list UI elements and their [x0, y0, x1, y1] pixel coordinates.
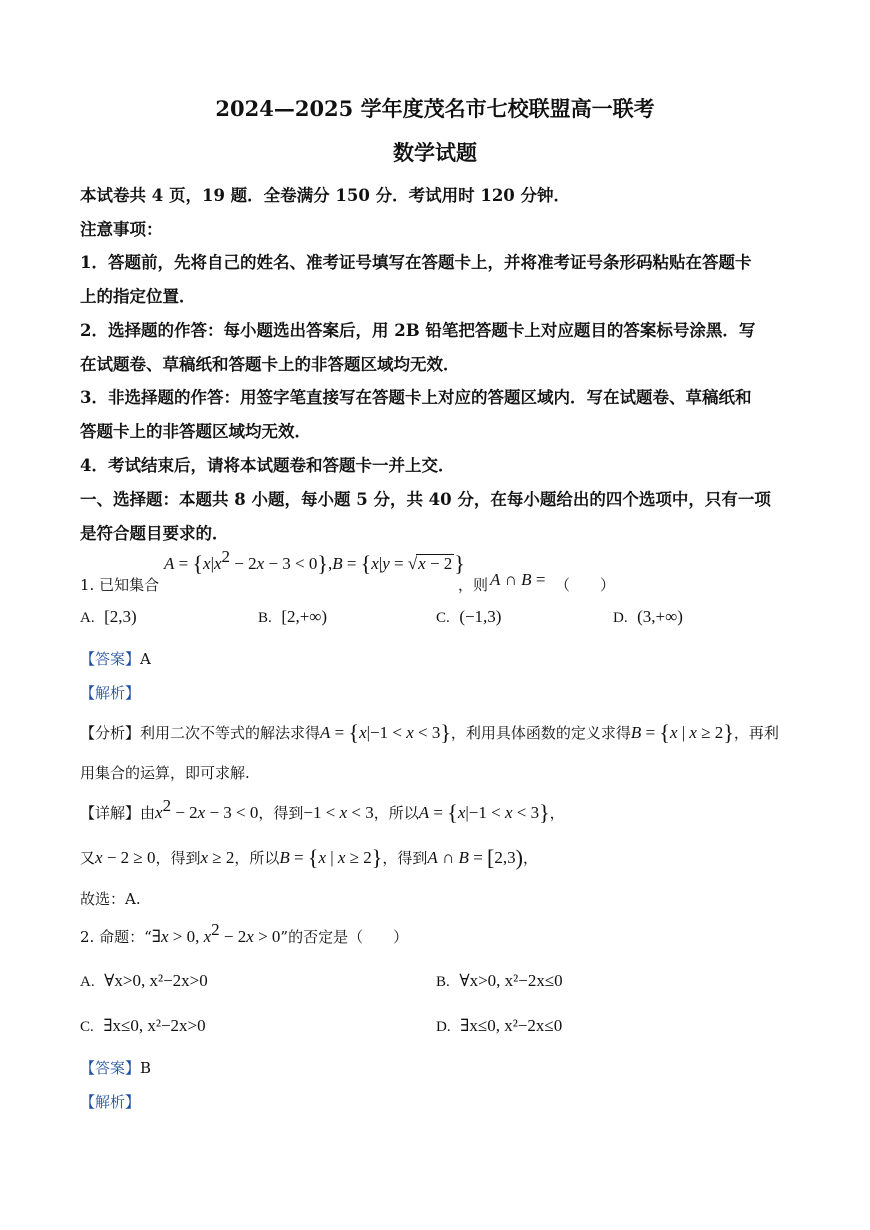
q2-option-a: A. ∀x>0, x²−2x>0 — [80, 971, 208, 990]
exam-subtitle: 数学试题 — [393, 140, 477, 165]
notice-line: 2．选择题的作答：每小题选出答案后，用 2B 铅笔把答题卡上对应题目的答案标号涂黑．写 — [80, 321, 756, 340]
q1-option-a: A. [2,3) — [80, 607, 137, 626]
exam-title: 2024—2025 学年度茂名市七校联盟高一联考 — [215, 96, 655, 121]
q2-analysis-tag: 【解析】 — [80, 1093, 141, 1111]
q1-detail-line1: 【详解】由$x^2 - 2x - 3 < 0$，得到−1 < x < 3，所以A = {x|−1 < x < 3}， — [80, 796, 565, 825]
section-heading: 一、选择题：本题共 8 小题，每小题 5 分，共 40 分，在每小题给出的四个选项中，只有一项 — [80, 490, 771, 509]
notice-line: 在试题卷、草稿纸和答题卡上的非答题区域均无效． — [80, 355, 460, 374]
q2-option-d: D. ∃x≤0, x²−2x≤0 — [436, 1016, 563, 1035]
q2-option-c: C. ∃x≤0, x²−2x>0 — [80, 1016, 206, 1035]
q1-choice: 故选：A. — [80, 890, 141, 908]
q2-answer: 【答案】B — [80, 1059, 152, 1077]
q2-stem: 2. 命题：“∃x > 0, $x^2 - 2x > 0$”的否定是（ ） — [80, 920, 409, 946]
q1-sets-formula: $A = \{x|x^2 - 2x - 3 < 0\},B = \{x|y = √x - 2\}$ — [164, 547, 465, 576]
notice-line: 3．非选择题的作答：用签字笔直接写在答题卡上对应的答题区域内．写在试题卷、草稿纸和 — [80, 388, 752, 407]
q1-detail-line2: 又x − 2 ≥ 0，得到x ≥ 2，所以B = {x | x ≥ 2}，得到A ∩ B = [2,3)， — [80, 845, 538, 870]
q2-option-b: B. ∀x>0, x²−2x≤0 — [436, 971, 563, 990]
q1-answer: 【答案】A — [80, 650, 151, 668]
notice-line: 4．考试结束后，请将本试题卷和答题卡一并上交． — [80, 456, 455, 475]
q1-suffix: （ ） — [555, 576, 616, 594]
q1-option-d: D. (3,+∞) — [613, 607, 683, 626]
notice-line: 上的指定位置． — [80, 287, 196, 306]
section-heading: 是符合题目要求的． — [80, 524, 229, 543]
notice-line: 答题卡上的非答题区域均无效． — [80, 422, 311, 441]
q1-fenxi-line2: 用集合的运算，即可求解. — [80, 764, 250, 782]
notice-line: 1．答题前，先将自己的姓名、准考证号填写在答题卡上，并将准考证号条形码粘贴在答题卡 — [80, 253, 752, 272]
q1-fenxi: 【分析】利用二次不等式的解法求得A = {x|−1 < x < 3}，利用具体函数的定义求得B = {x | x ≥ 2}，再利 — [80, 720, 779, 745]
q1-mid: ，则 — [458, 576, 489, 594]
q1-intersection-formula: A ∩ B = — [490, 570, 546, 589]
answer-tag: 【答案】 — [80, 650, 141, 668]
q1-option-b: B. [2,+∞) — [258, 607, 328, 626]
q1-analysis-tag: 【解析】 — [80, 684, 141, 702]
answer-tag: 【答案】 — [80, 1059, 141, 1077]
notice-heading: 注意事项： — [80, 220, 163, 239]
exam-intro: 本试卷共 4 页，19 题．全卷满分 150 分．考试用时 120 分钟． — [80, 186, 571, 205]
q1-prefix: 1. 已知集合 — [80, 576, 160, 594]
q1-option-c: C. (−1,3) — [436, 607, 502, 626]
